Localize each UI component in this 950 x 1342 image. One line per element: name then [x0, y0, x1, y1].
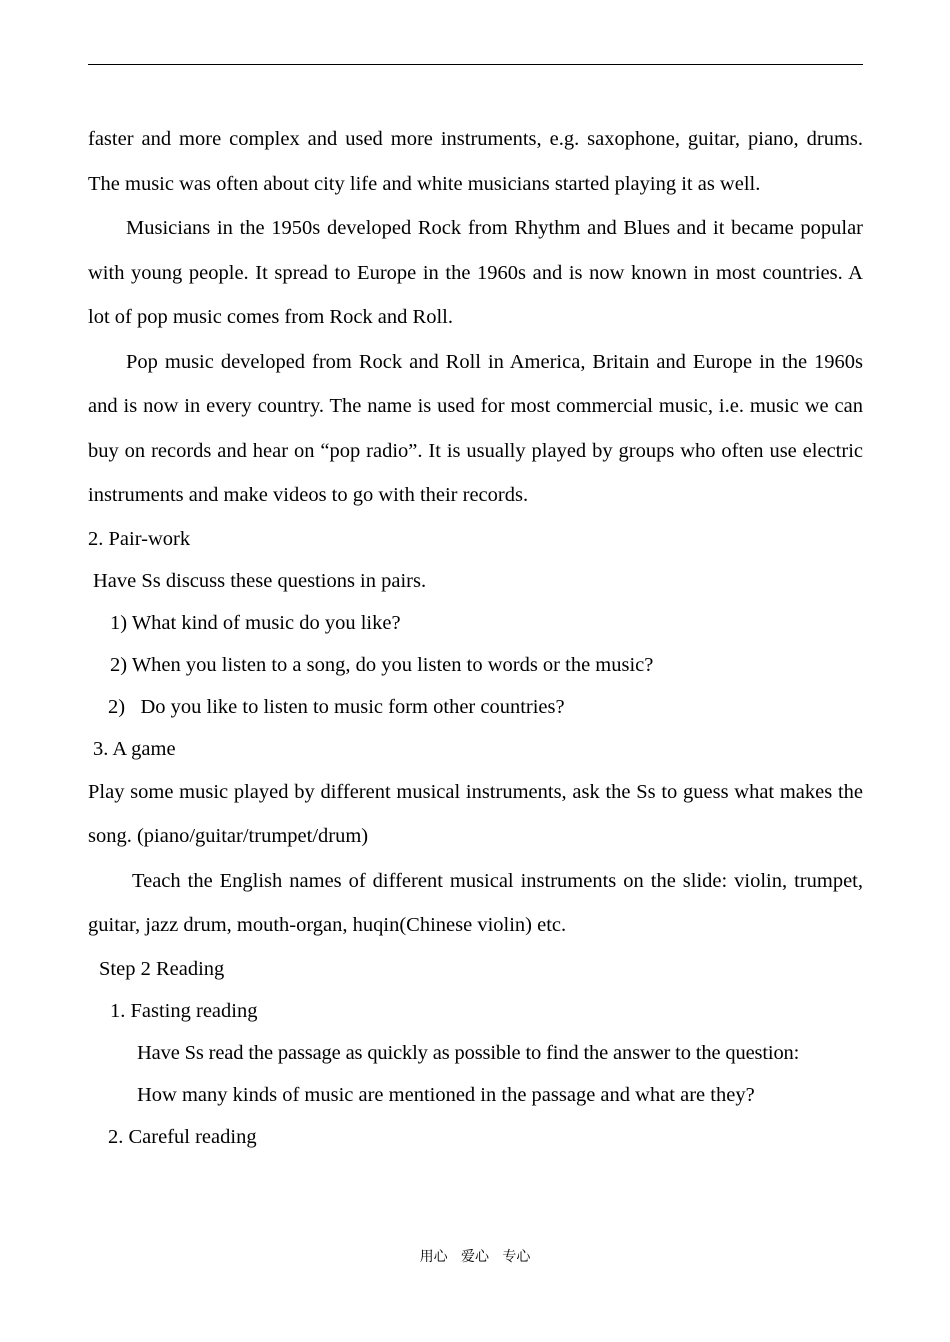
paragraph-rock: Musicians in the 1950s developed Rock from Rhythm and Blues and it became popular with young people. It spread to Europe in the 1960s and is now known in most countries. A lot of pop music comes from Rock and Roll. [88, 217, 863, 328]
paragraph-pop: Pop music developed from Rock and Roll in America, Britain and Europe in the 1960s and is now in every country. The name is used for most commercial music, i.e. music we can buy on records and hear on “pop radio”. It is usually played by groups who often use electric instruments and make videos to go with their records. [88, 350, 863, 506]
fast-reading-question: How many kinds of music are mentioned in the passage and what are they? [137, 1083, 755, 1106]
fast-reading-heading: 1. Fasting reading [110, 999, 258, 1022]
step2-heading: Step 2 Reading [99, 957, 225, 980]
fast-reading-task: Have Ss read the passage as quickly as possible to find the answer to the question: [137, 1041, 800, 1064]
pairwork-question-1: 1) What kind of music do you like? [110, 611, 401, 634]
page-footer: 用心 爱心 专心 [419, 1249, 531, 1265]
pairwork-question-3: 2) Do you like to listen to music form other countries? [108, 695, 565, 718]
game-paragraph-1: Play some music played by different musical instruments, ask the Ss to guess what makes the song. (piano/guitar/trumpet/drum) [88, 780, 863, 847]
game-paragraph-2: Teach the English names of different musical instruments on the slide: violin, trumpet, guitar, jazz drum, mouth-organ, huqin(Chinese violin) etc. [88, 869, 863, 936]
paragraph-music-history-end: faster and more complex and used more instruments, e.g. saxophone, guitar, piano, drums. The music was often about city life and white musicians started playing it as well. [88, 128, 863, 195]
game-heading: 3. A game [93, 737, 176, 760]
document-body [88, 117, 863, 1158]
pairwork-heading: 2. Pair-work [88, 527, 191, 550]
pairwork-question-2: 2) When you listen to a song, do you listen to words or the music? [110, 653, 654, 676]
careful-reading-heading: 2. Careful reading [108, 1125, 257, 1148]
pairwork-instruction: Have Ss discuss these questions in pairs. [93, 569, 427, 592]
header-rule [88, 64, 863, 65]
